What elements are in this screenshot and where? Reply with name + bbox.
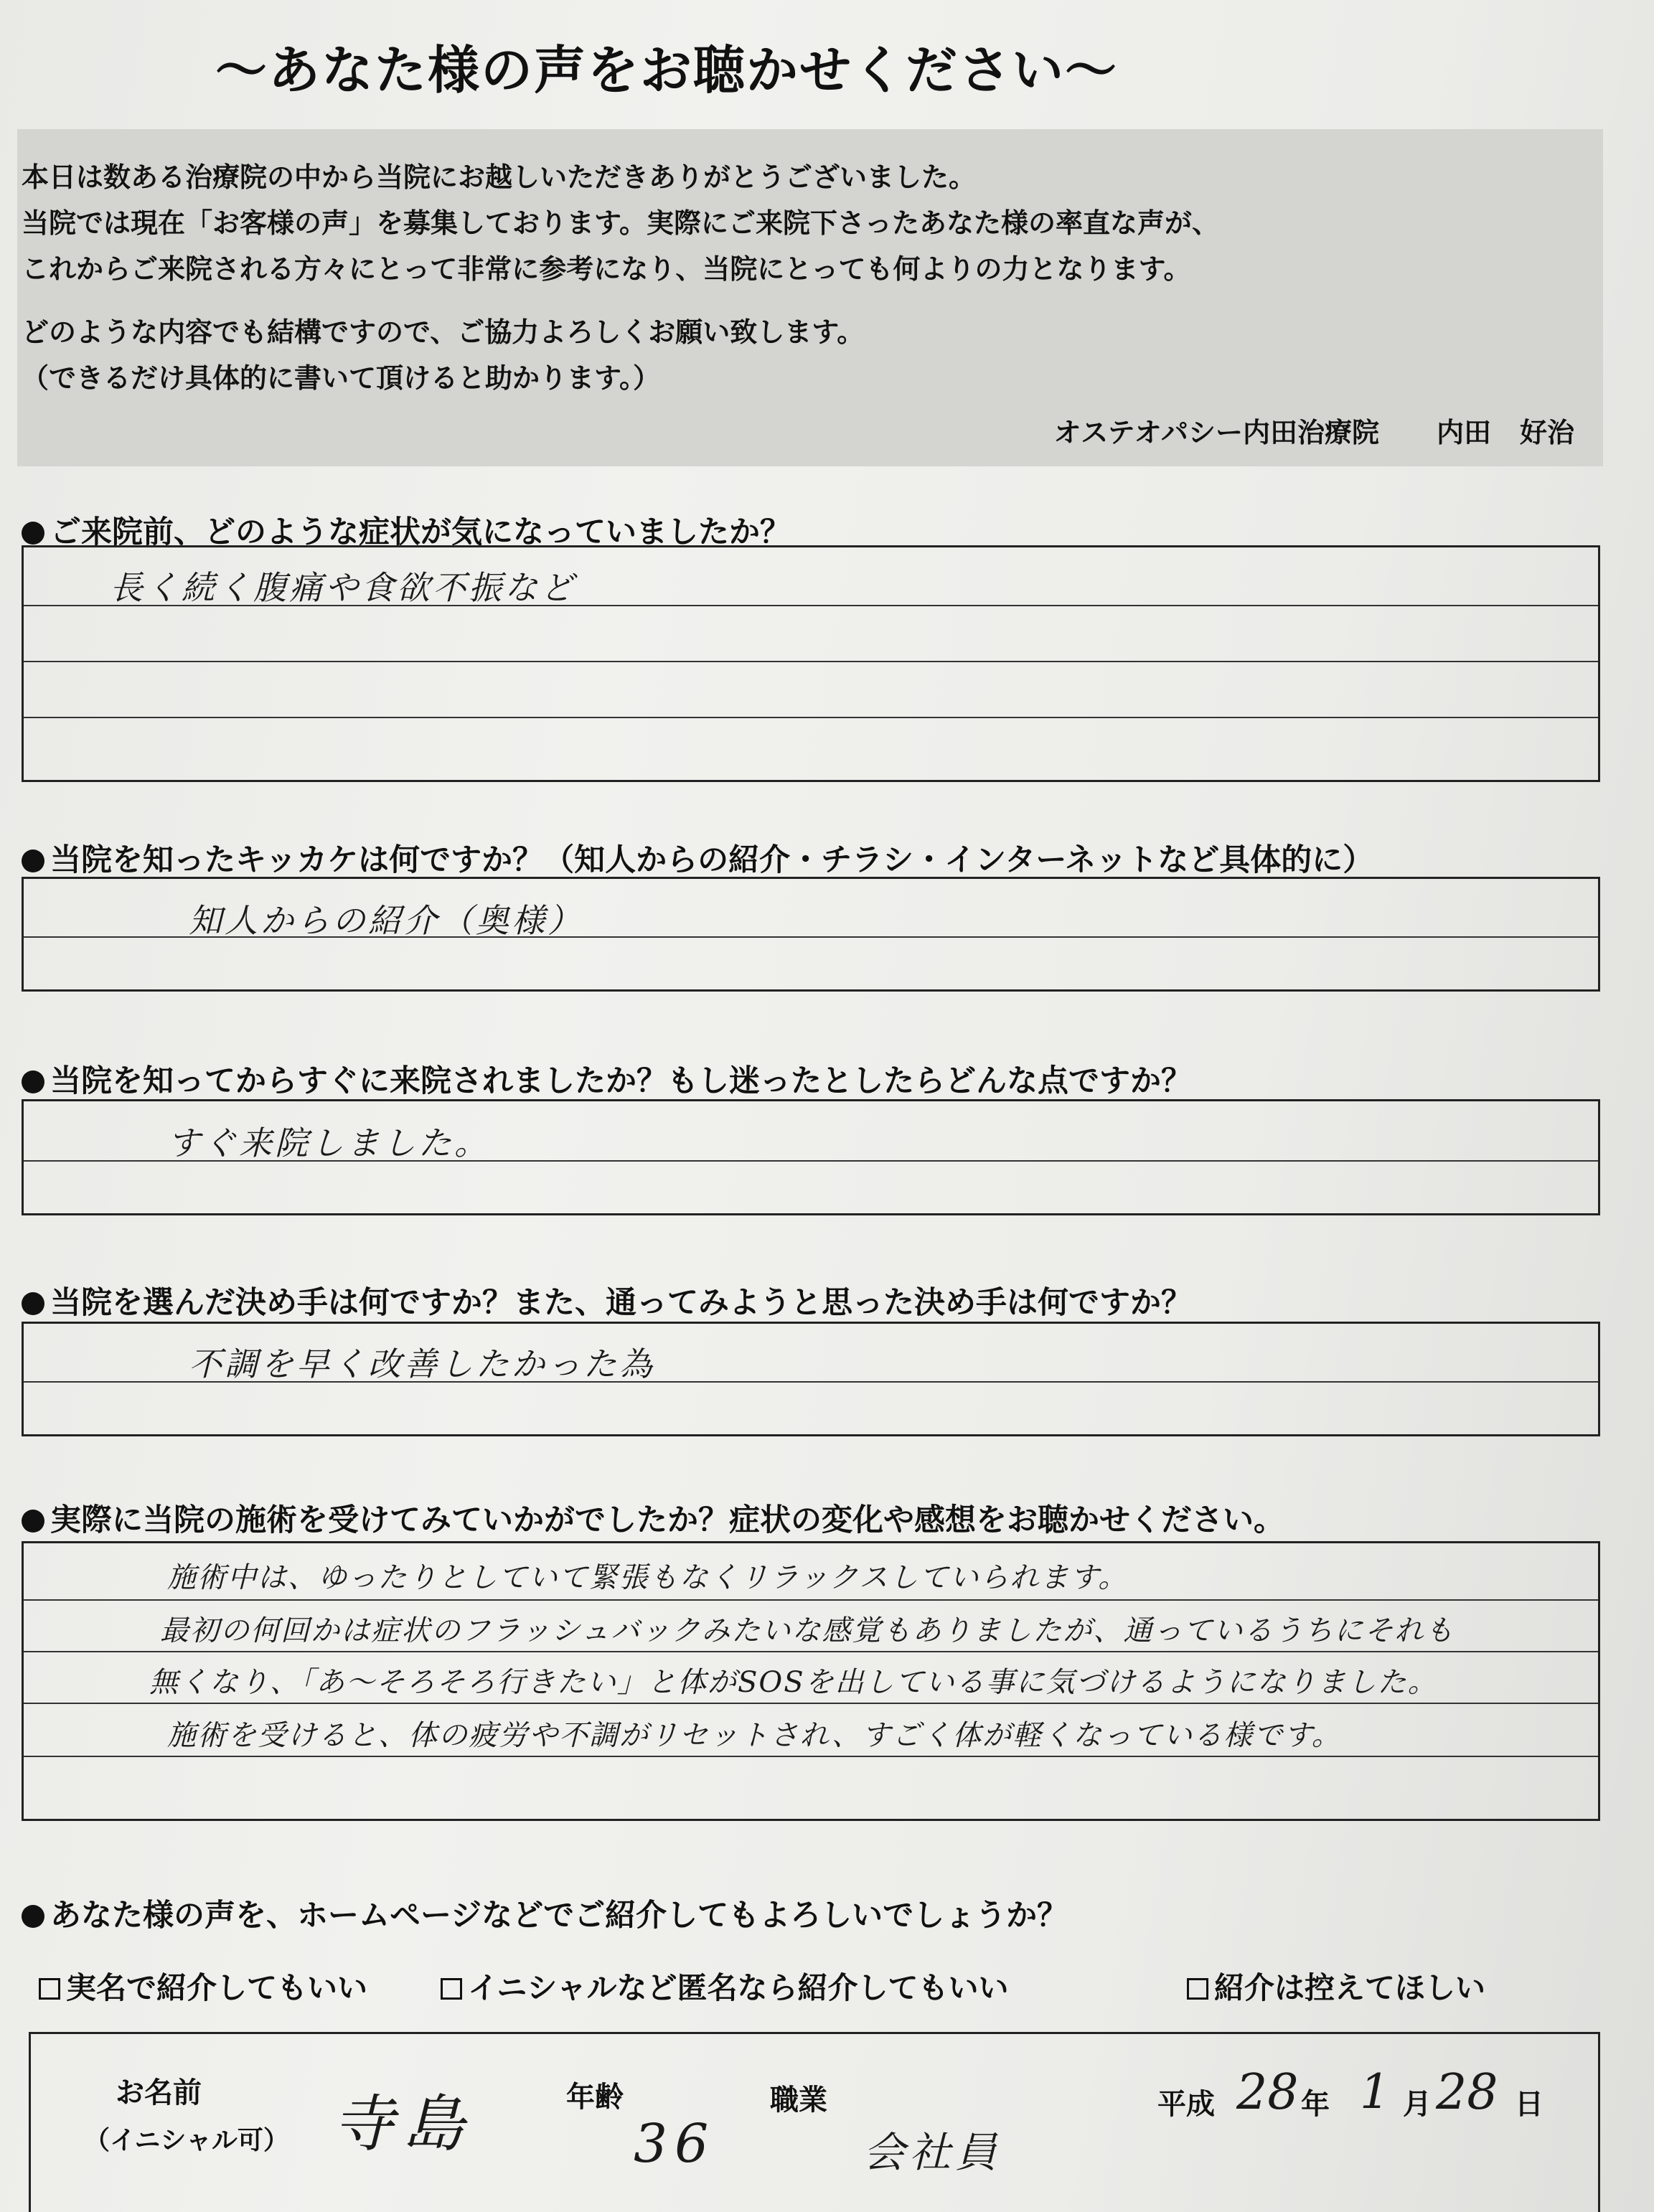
question-4-text: 当院を選んだ決め手は何ですか？また、通ってみようと思った決め手は何ですか？ [50,1285,1192,1321]
question-6-text: あなた様の声を、ホームページなどでご紹介してもよろしいでしょうか？ [50,1898,1068,1934]
option-decline[interactable] [1187,1964,1485,2008]
intro-line: 当院では現在「お客様の声」を募集しております。実際にご来院下さったあなた様の率直な声が、 [22,207,1219,239]
answer-5-line: 無くなり、「あ～そろそろ行きたい」と体がSOSを出している事に気づけるようになりました。 [149,1666,1438,1699]
answer-5-line: 施術中は、ゆったりとしていて緊張もなくリラックスしていられます。 [167,1561,1129,1594]
year-value[interactable]: 28 [1236,2064,1299,2121]
question-1-text: ご来院前、どのような症状が気になっていましたか？ [50,514,791,550]
answer-box-2[interactable] [22,877,1600,992]
question-2-text: 当院を知ったキッカケは何ですか？（知人からの紹介・チラシ・インターネットなど具体的に） [50,842,1374,878]
page-title: ～あなた様の声をお聴かせください～ [215,40,1119,100]
era-label: 平成 [1157,2088,1215,2121]
answer-box-5[interactable] [22,1541,1600,1821]
month-value[interactable]: 1 [1360,2064,1390,2119]
answer-5-line: 施術を受けると、体の疲労や不調がリセットされ、すごく体が軽くなっている様です。 [167,1719,1342,1752]
option-label: 実名で紹介してもいい [66,1970,368,2005]
age-value[interactable]: 36 [634,2113,716,2175]
job-label: 職業 [770,2084,827,2117]
name-label: お名前 [116,2076,202,2109]
bullet-icon [22,522,44,545]
bullet-icon [22,1292,44,1315]
ruled-line [24,1756,1598,1757]
question-5 [22,1496,1284,1540]
intro-line: どのような内容でも結構ですので、ご協力よろしくお願い致します。 [22,316,865,348]
day-label: 日 [1515,2088,1543,2121]
question-3 [22,1057,1192,1101]
option-anonymous[interactable] [441,1964,1008,2008]
question-2 [22,836,1373,880]
question-5-text: 実際に当院の施術を受けてみていかがでしたか？症状の変化や感想をお聴かせください。 [50,1502,1284,1538]
answer-4: 不調を早く改善したかった為 [189,1345,655,1383]
ruled-line [24,661,1598,662]
answer-2: 知人からの紹介（奥様） [189,901,583,940]
option-label: 紹介は控えてほしい [1214,1970,1486,2005]
respondent-info-box [29,2032,1600,2212]
year-label: 年 [1301,2088,1330,2121]
director-family-name: 内田 [1436,417,1491,448]
month-label: 月 [1403,2088,1432,2121]
question-3-text: 当院を知ってからすぐに来院されましたか？もし迷ったとしたらどんな点ですか？ [50,1063,1192,1099]
director-given-name: 好治 [1519,417,1574,448]
answer-3: すぐ来院しました。 [167,1124,490,1162]
checkbox-icon[interactable] [1187,1978,1208,2000]
question-6 [22,1891,1068,1935]
intro-line: これからご来院される方々にとって非常に参考になり、当院にとっても何よりの力となります。 [22,253,1191,285]
ruled-line [24,1651,1598,1652]
bullet-icon [22,1510,44,1533]
age-label: 年齢 [566,2081,624,2114]
bullet-icon [22,1905,44,1928]
checkbox-icon[interactable] [39,1978,60,2000]
job-value[interactable]: 会社員 [863,2128,1002,2177]
option-real-name[interactable] [39,1964,367,2008]
ruled-line [24,1599,1598,1601]
answer-box-4[interactable] [22,1322,1600,1436]
answer-box-3[interactable] [22,1099,1600,1215]
ruled-line [24,1703,1598,1704]
name-sub-label: （イニシャル可） [84,2126,289,2155]
intro-line: 本日は数ある治療院の中から当院にお越しいただきありがとうございました。 [22,161,977,193]
intro-panel [17,129,1603,466]
bullet-icon [22,849,44,872]
bullet-icon [22,1070,44,1093]
answer-5-line: 最初の何回かは症状のフラッシュバックみたいな感覚もありましたが、通っているうちにそれも [160,1614,1455,1647]
name-value[interactable]: 寺島 [332,2089,473,2160]
clinic-name: オステオパシー内田治療院 [1053,417,1379,448]
checkbox-icon[interactable] [441,1978,462,2000]
answer-box-1[interactable] [22,545,1600,782]
answer-1: 長く続く腹痛や食欲不振など [110,568,576,607]
intro-line: （できるだけ具体的に書いて頂けると助かります。） [22,362,660,394]
option-label: イニシャルなど匿名なら紹介してもいい [468,1970,1009,2005]
day-value[interactable]: 28 [1436,2064,1498,2121]
clinic-signature [1054,410,1574,450]
question-4 [22,1279,1192,1322]
ruled-line [24,717,1598,718]
